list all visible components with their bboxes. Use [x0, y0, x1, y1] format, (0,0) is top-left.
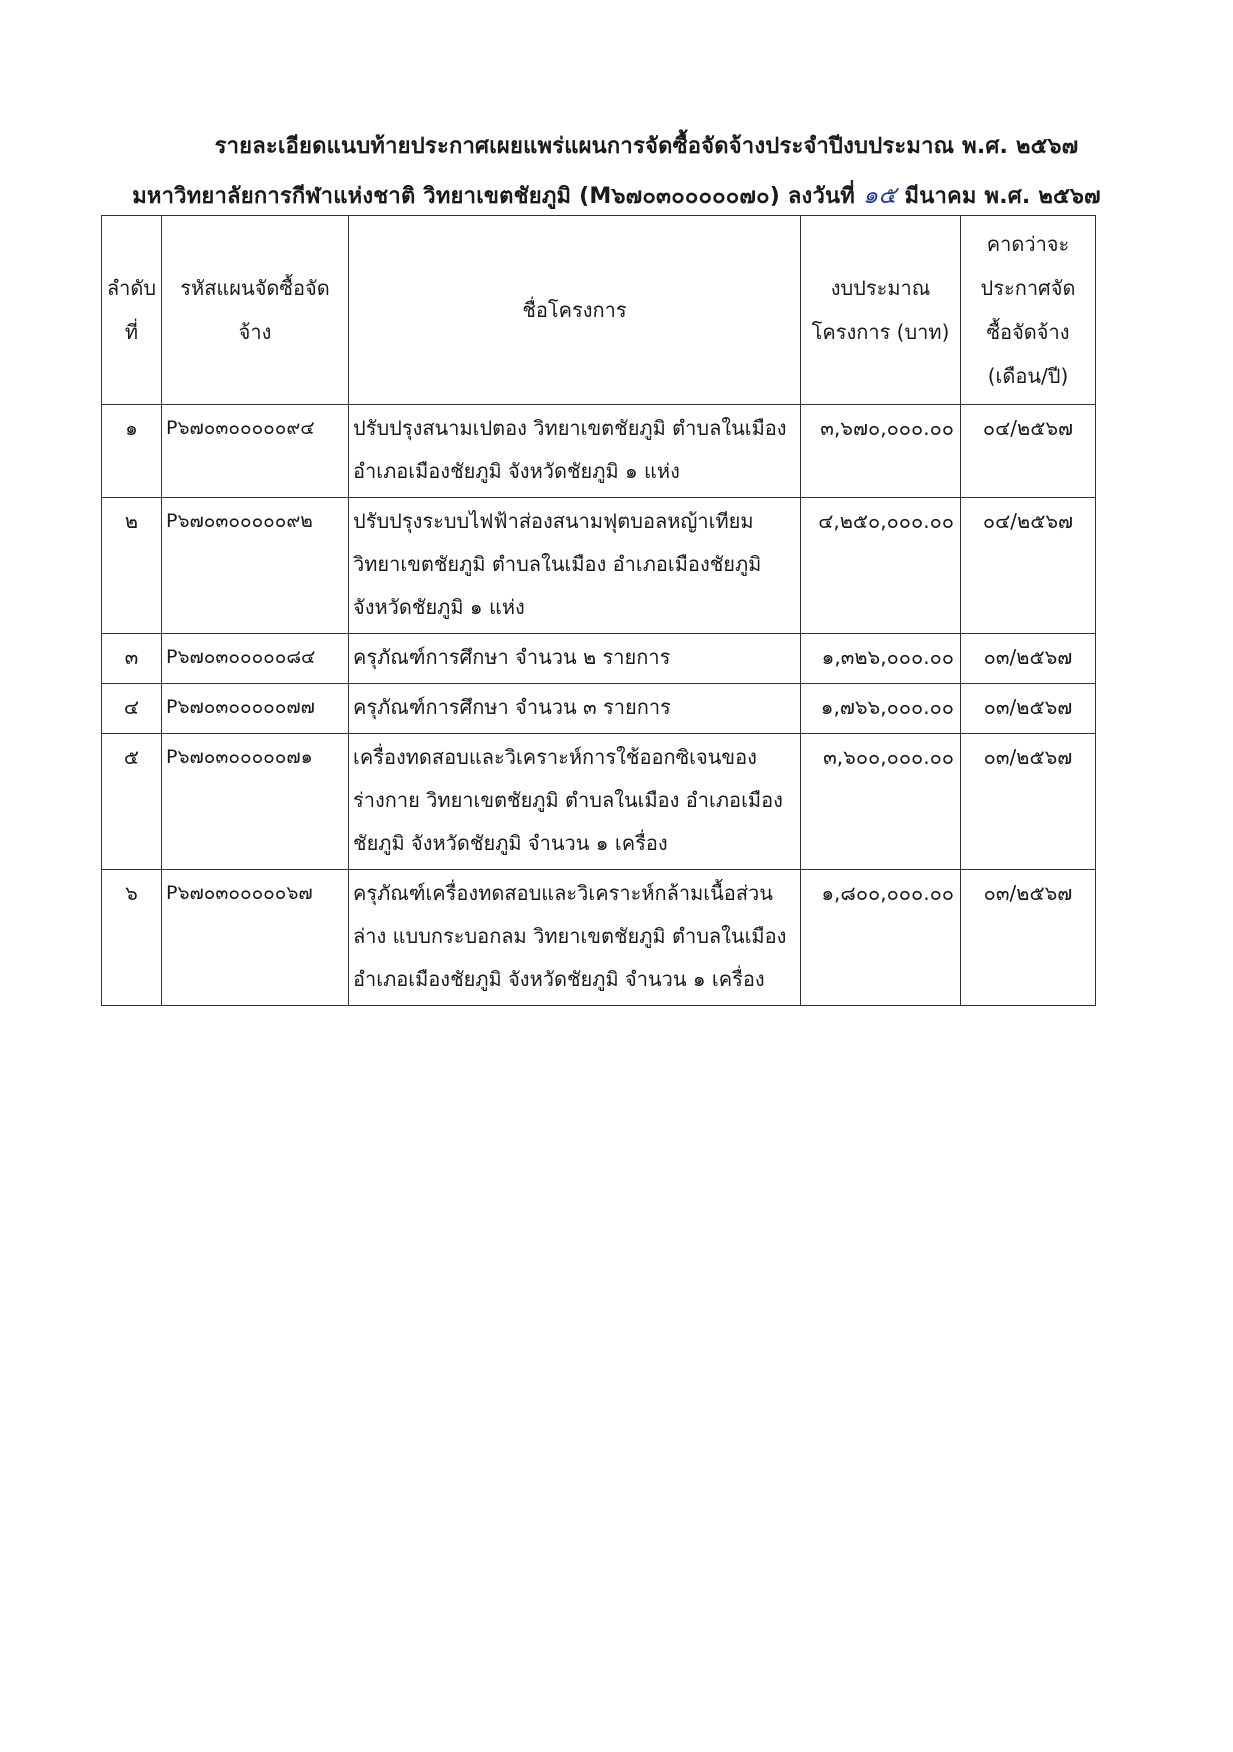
cell-budget: ๓,๖๐๐,๐๐๐.๐๐ — [801, 734, 961, 870]
table-row — [102, 634, 1096, 684]
cell-code: P๖๗๐๓๐๐๐๐๐๙๔ — [162, 405, 349, 498]
header-budget: งบประมาณ โครงการ (บาท) — [801, 216, 961, 405]
cell-expected: ๐๔/๒๕๖๗ — [961, 405, 1096, 498]
table-row — [102, 734, 1096, 870]
cell-name: เครื่องทดสอบและวิเคราะห์การใช้ออกซิเจนของร่างกาย วิทยาเขตชัยภูมิ ตำบลในเมือง อำเภอเมืองชัยภูมิ จังหวัดชัยภูมิ จำนวน ๑ เครื่อง — [349, 734, 801, 870]
cell-expected: ๐๓/๒๕๖๗ — [961, 684, 1096, 734]
cell-budget: ๔,๒๕๐,๐๐๐.๐๐ — [801, 498, 961, 634]
header-code: รหัสแผนจัดซื้อจัด จ้าง — [162, 216, 349, 405]
cell-budget: ๑,๓๒๖,๐๐๐.๐๐ — [801, 634, 961, 684]
table-row — [102, 870, 1096, 1006]
cell-code: P๖๗๐๓๐๐๐๐๐๙๒ — [162, 498, 349, 634]
document-title-line2 — [0, 175, 1233, 214]
cell-no: ๕ — [102, 734, 162, 870]
title-line2-prefix: มหาวิทยาลัยการกีฬาแห่งชาติ วิทยาเขตชัยภูมิ (M๖๗๐๓๐๐๐๐๐๗๐) ลงวันที่ — [132, 184, 855, 209]
cell-budget: ๑,๗๖๖,๐๐๐.๐๐ — [801, 684, 961, 734]
cell-expected: ๐๓/๒๕๖๗ — [961, 870, 1096, 1006]
cell-no: ๓ — [102, 634, 162, 684]
cell-expected: ๐๓/๒๕๖๗ — [961, 634, 1096, 684]
header-name: ชื่อโครงการ — [349, 216, 801, 405]
cell-budget: ๓,๖๗๐,๐๐๐.๐๐ — [801, 405, 961, 498]
procurement-plan-table — [101, 215, 1096, 1006]
cell-name: ปรับปรุงระบบไฟฟ้าส่องสนามฟุตบอลหญ้าเทียม วิทยาเขตชัยภูมิ ตำบลในเมือง อำเภอเมืองชัยภูมิ จังหวัดชัยภูมิ ๑ แห่ง — [349, 498, 801, 634]
document-title-line1: รายละเอียดแนบท้ายประกาศเผยแพร่แผนการจัดซื้อจัดจ้างประจำปีงบประมาณ พ.ศ. ๒๕๖๗ — [214, 134, 1079, 159]
cell-code: P๖๗๐๓๐๐๐๐๐๘๔ — [162, 634, 349, 684]
cell-no: ๑ — [102, 405, 162, 498]
handwritten-day: ๑๕ — [862, 181, 897, 209]
table-header-row — [102, 216, 1096, 405]
cell-budget: ๑,๘๐๐,๐๐๐.๐๐ — [801, 870, 961, 1006]
cell-name: ปรับปรุงสนามเปตอง วิทยาเขตชัยภูมิ ตำบลในเมือง อำเภอเมืองชัยภูมิ จังหวัดชัยภูมิ ๑ แห่ง — [349, 405, 801, 498]
table-row — [102, 405, 1096, 498]
cell-expected: ๐๔/๒๕๖๗ — [961, 498, 1096, 634]
header-no: ลำดับ ที่ — [102, 216, 162, 405]
cell-name: ครุภัณฑ์การศึกษา จำนวน ๒ รายการ — [349, 634, 801, 684]
title-line2-suffix: มีนาคม พ.ศ. ๒๕๖๗ — [904, 184, 1101, 209]
cell-no: ๒ — [102, 498, 162, 634]
cell-no: ๔ — [102, 684, 162, 734]
cell-code: P๖๗๐๓๐๐๐๐๐๗๑ — [162, 734, 349, 870]
cell-code: P๖๗๐๓๐๐๐๐๐๖๗ — [162, 870, 349, 1006]
table-row — [102, 498, 1096, 634]
cell-name: ครุภัณฑ์การศึกษา จำนวน ๓ รายการ — [349, 684, 801, 734]
header-expected: คาดว่าจะ ประกาศจัด ซื้อจัดจ้าง (เดือน/ปี) — [961, 216, 1096, 405]
cell-code: P๖๗๐๓๐๐๐๐๐๗๗ — [162, 684, 349, 734]
table-row — [102, 684, 1096, 734]
cell-no: ๖ — [102, 870, 162, 1006]
cell-name: ครุภัณฑ์เครื่องทดสอบและวิเคราะห์กล้ามเนื้อส่วนล่าง แบบกระบอกลม วิทยาเขตชัยภูมิ ตำบลในเมือง อำเภอเมืองชัยภูมิ จังหวัดชัยภูมิ จำนวน ๑ เครื่อง — [349, 870, 801, 1006]
cell-expected: ๐๓/๒๕๖๗ — [961, 734, 1096, 870]
